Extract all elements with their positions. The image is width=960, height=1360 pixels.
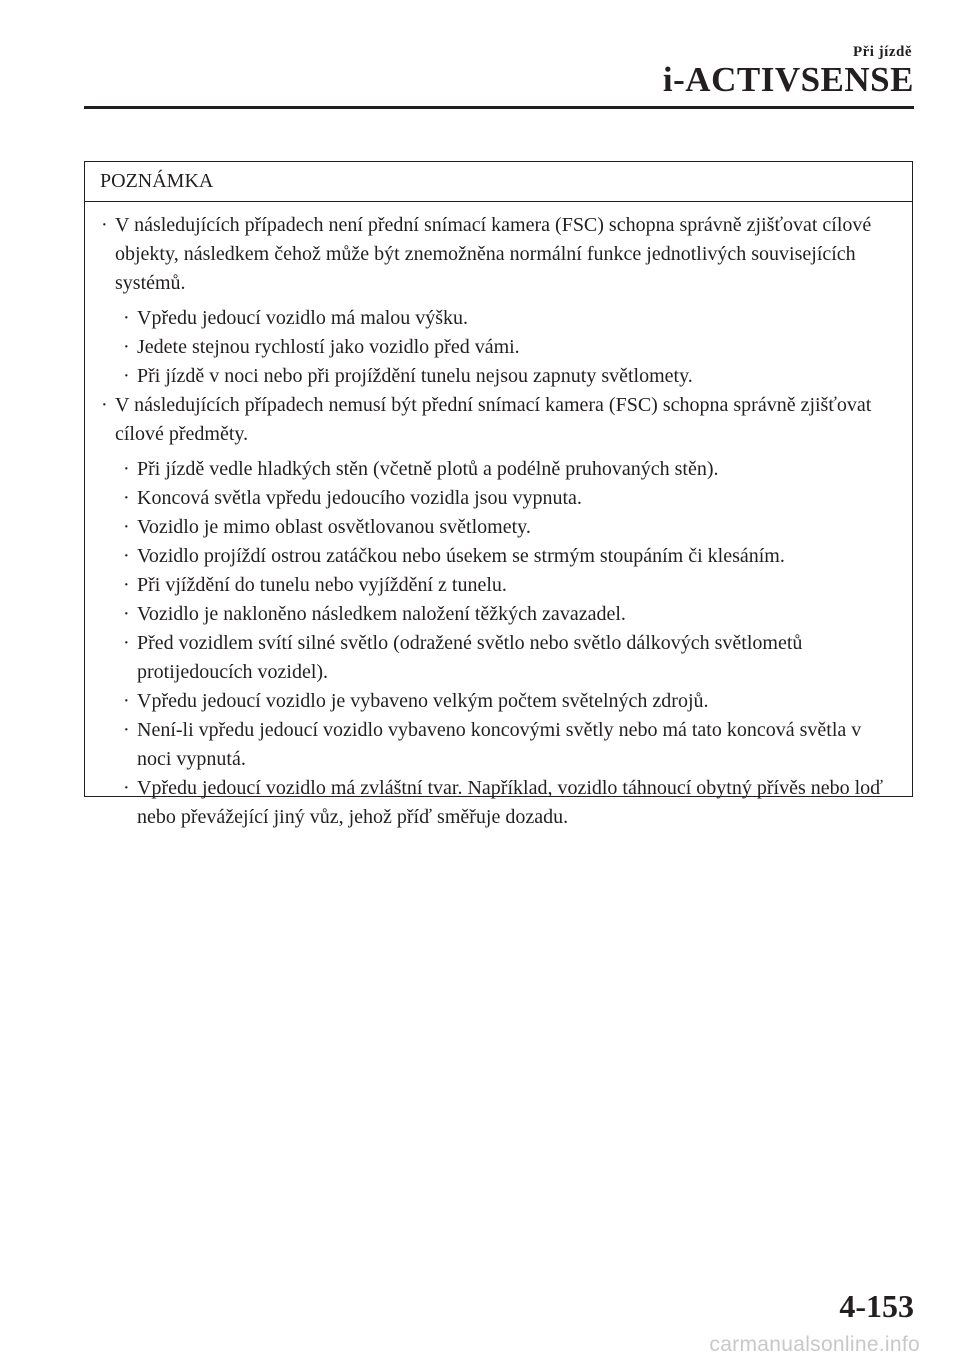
bullet-icon: · <box>123 690 130 712</box>
list-item-text: V následujících případech není přední snímací kamera (FSC) schopna správně zjišťovat cílové objekty, následkem čehož může být znemožněna normální funkce jednotlivých souvisejících systémů. <box>115 214 872 294</box>
bullet-icon: · <box>123 574 130 596</box>
list-item-text: Při jízdě v noci nebo při projíždění tunelu nejsou zapnuty světlomety. <box>137 365 693 387</box>
list-item <box>85 687 900 716</box>
sublist <box>85 304 900 391</box>
list-item <box>85 304 900 333</box>
header-divider <box>84 106 914 109</box>
list-item-text: V následujících případech nemusí být přední snímací kamera (FSC) schopna správně zjišťovat cílové předměty. <box>115 394 872 445</box>
list-item-text: Vozidlo projíždí ostrou zatáčkou nebo úsekem se strmým stoupáním či klesáním. <box>137 545 785 567</box>
note-title: POZNÁMKA <box>85 162 912 202</box>
list-item <box>85 455 900 484</box>
bullet-icon: · <box>123 458 130 480</box>
bullet-icon: · <box>123 777 130 799</box>
list-item <box>85 629 900 687</box>
bullet-icon: · <box>123 632 130 654</box>
bullet-icon: · <box>123 365 130 387</box>
bullet-icon: · <box>101 214 108 236</box>
bullet-icon: · <box>101 394 108 416</box>
bullet-icon: · <box>123 516 130 538</box>
list-item-text: Při vjíždění do tunelu nebo vyjíždění z tunelu. <box>137 574 507 596</box>
sublist <box>85 455 900 832</box>
list-item-text: Vpředu jedoucí vozidlo má zvláštní tvar. Například, vozidlo táhnoucí obytný přívěs nebo loď nebo převážející jiný vůz, jehož příď směřuje dozadu. <box>137 777 884 828</box>
list-item <box>85 716 900 774</box>
list-item-text: Vozidlo je nakloněno následkem naložení těžkých zavazadel. <box>137 603 626 625</box>
watermark[interactable]: carmanualsonline.info <box>709 1333 920 1356</box>
bullet-icon: · <box>123 487 130 509</box>
list-item-text: Není-li vpředu jedoucí vozidlo vybaveno koncovými světly nebo má tato koncová světla v noci vypnutá. <box>137 719 862 770</box>
bullet-icon: · <box>123 307 130 329</box>
list-item <box>85 211 900 298</box>
list-item-text: Jedete stejnou rychlostí jako vozidlo před vámi. <box>137 336 520 358</box>
bullet-icon: · <box>123 545 130 567</box>
page-number: 4-153 <box>839 1288 914 1324</box>
list-item <box>85 484 900 513</box>
list-item <box>85 333 900 362</box>
list-item <box>85 513 900 542</box>
list-item-text: Vpředu jedoucí vozidlo má malou výšku. <box>137 307 469 329</box>
list-item <box>85 571 900 600</box>
list-item <box>85 362 900 391</box>
list-item-text: Při jízdě vedle hladkých stěn (včetně plotů a podélně pruhovaných stěn). <box>137 458 719 480</box>
list-item-text: Před vozidlem svítí silné světlo (odražené světlo nebo světlo dálkových světlometů protijedoucích vozidel). <box>137 632 803 683</box>
section-label: Při jízdě <box>852 44 912 60</box>
list-item <box>85 774 900 832</box>
list-item <box>85 600 900 629</box>
note-body <box>85 202 912 832</box>
list-item-text: Koncová světla vpředu jedoucího vozidla jsou vypnuta. <box>137 487 582 509</box>
list-item <box>85 391 900 449</box>
list-item <box>85 542 900 571</box>
list-item-text: Vozidlo je mimo oblast osvětlovanou světlomety. <box>137 516 531 538</box>
bullet-icon: · <box>123 603 130 625</box>
bullet-icon: · <box>123 719 130 741</box>
bullet-icon: · <box>123 336 130 358</box>
list-item-text: Vpředu jedoucí vozidlo je vybaveno velkým počtem světelných zdrojů. <box>137 690 709 712</box>
note-box <box>84 161 913 828</box>
chapter-title: i-ACTIVSENSE <box>662 60 914 99</box>
